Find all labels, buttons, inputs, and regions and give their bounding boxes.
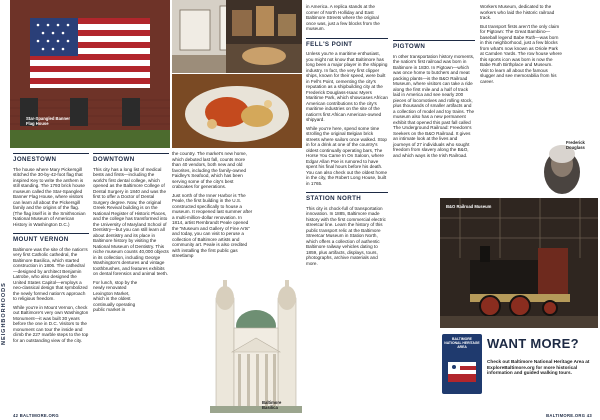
downtown-para-1: This city has a long list of medical bests and firsts—including the world's first dental college, which opened as the Baltimore College of Dental Surgery in 1840 and was the first to offer a Doctor of Dental Surgery degree. Now, the original Greek Revival building is on the National Register of Historic Places, and the college has transformed into the University of Maryland School of Dentistry—but you can still learn all about dentistry and its place in Baltimore history by visiting the National Museum of Dentistry. This niche museum counts 40,000 objects in its collection, including George Washington's dentures and vintage toothbrushes, and features exhibits on dental forensics and animal teeth.: [93, 166, 169, 276]
station-north-title: STATION NORTH: [306, 192, 388, 202]
col6-para-2: But transport firsts aren't the only claim for Pigtown: The Great Bambino—baseball legend Babe Ruth—was born in this neighborhood, just a few blocks from what's now known as Oriole Park at Camden Yards. The row house where this sports icon was born is now the Babe Ruth Birthplace and Museum. Visit to learn all about the famous slugger and see memorabilia from his career.: [480, 23, 562, 84]
crab-plate-illustration: [172, 74, 302, 148]
fells-point-para-2: While you're here, spend some time strolling the original Belgian brick streets where sailors once walked. Stop in for a drink at one of the country's oldest continually operating bars, The Horse You Came In On Saloon, where Edgar Allan Poe is rumored to have spent his final hours before his death. You can also check out the oldest home in the city, the Robert Long House, built in 1765.: [306, 125, 388, 186]
basilica-caption: Baltimore Basilica: [262, 400, 282, 410]
badge-text: BALTIMORE NATIONAL HERITAGE AREA: [444, 337, 480, 349]
mount-vernon-para-2: While you're in Mount Vernon, check out Baltimore's very own Washington Monument—it was built 30 years before the one in D.C. Visitors to the monument can tour the inside and climb the 227 marble steps to the top for an outstanding view of the city.: [13, 304, 89, 343]
footer-right: BALTIMORE.ORG 43: [546, 413, 592, 418]
artifacts-illustration: [226, 0, 302, 73]
bo-railroad-caption: B&O Railroad Museum: [446, 204, 492, 209]
downtown-title: DOWNTOWN: [93, 153, 169, 163]
mount-vernon-title: MOUNT VERNON: [13, 233, 89, 243]
jonestown-title: JONESTOWN: [13, 153, 89, 163]
side-tab-label: NEIGHBORHOODS: [1, 282, 7, 345]
basilica-photo: [210, 268, 302, 413]
footer-left: 42 BALTIMORE.ORG: [13, 413, 59, 418]
column-jonestown: [13, 151, 89, 346]
column-3: [172, 151, 254, 262]
frederick-douglass-caption: Frederick Douglass: [566, 140, 585, 150]
column-fells-point: [306, 4, 388, 269]
want-more-title: WANT MORE?: [487, 336, 579, 351]
pigtown-title: PIGTOWN: [393, 40, 475, 50]
jonestown-para: The house where Mary Pickersgill stitched the 30-by-42-foot flag that inspired Key to write the anthem is still standing. The 1793 brick house museum called the Star-Spangled Banner Flag House, where visitors can learn all about the Pickersgill family and the origins of the flag. (The flag itself is in the Smithsonian National Museum of American History in Washington D.C.): [13, 166, 86, 227]
column-pigtown: [393, 38, 475, 161]
seafood-photo: [172, 74, 302, 148]
flag-house-caption: Star-Spangled Banner Flag House: [26, 116, 70, 126]
heritage-area-badge: [442, 334, 482, 394]
col3-para-2: Just north of the Inner Harbor is The Peale, the first building in the U.S. constructed specifically to house a museum. It reopened last summer after a multi-million-dollar renovation. In 1814, artist Rembrandt Peale opened the "Museum and Gallery of Fine Arts" and today, you can visit to peruse a collection of Baltimore artists and community art. Peale is also credited with installing the first public gas streetlamp: [172, 192, 253, 258]
want-more-box: [440, 332, 598, 407]
museum-artifacts-photo: [226, 0, 302, 73]
column-6: [480, 4, 562, 87]
locomotive-illustration: [440, 198, 598, 328]
downtown-para-2: For lunch, stop by the newly renovated Lexington Market, which is the oldest continually operating public market in: [93, 279, 138, 312]
bo-railroad-photo: [440, 198, 598, 328]
column-downtown: [93, 151, 169, 316]
col6-para-1: Workers Museum, dedicated to the workers who laid the historic railroad track.: [480, 4, 555, 20]
heritage-logo-icon: [442, 358, 482, 394]
col3-para-1: the country. The market's new home, which debuted last fall, counts more than 40 vendors, both new and old favorites, including the family-owned Faidley's Seafood, which has been serving some of the city's best crabcakes for generations.: [172, 151, 248, 189]
basilica-illustration: [210, 268, 302, 413]
col4-intro: in America. A replica stands at the corner of North Holliday and East Baltimore Streets where the original once was, just a few blocks from the museum.: [306, 4, 380, 31]
pigtown-para: In other transportation history moments, the nation's first railroad was born in Baltimore in 1830. In Pigtown—which was once home to butchers and meat packing plants—is the B&O Railroad Museum, where visitors can take a ride along the first mile and a half of track laid in America and see nearly 200 pieces of locomotives and rolling stock, plus thousands of smaller artifacts and a collection of model and toy trains. The museum also has a new permanent exhibit that opened this past fall called The Underground Railroad: Freedom's Seekers on the B&O Railroad. It gives an intimate look at the lives and journeys of 27 individuals who sought freedom from slavery along the B&O, and which ways is the Irish Railroad.: [393, 53, 475, 158]
station-north-para: This city is chock-full of transportation innovation. In 1885, Baltimore made history with the first commercial electric streetcar line. Learn the history of this public transport relic at the Baltimore Streetcar Museum in Station North, which offers a collection of authentic Baltimore railway vehicles dating to 1859, plus artifacts, displays, tours, photographs, archive materials and more.: [306, 205, 386, 266]
want-more-text: Check out Baltimore National Heritage Area at ExploreBaltimore.org for more historical information and guided walking tours.: [487, 359, 590, 376]
mount-vernon-para-1: Baltimore was the site of the nation's very first Catholic cathedral, the Baltimore Basilica, which started construction in 1806. The cathedral—designed by architect Benjamin Latrobe, who also designed the United States Capitol—employs a neo-classical design that symbolized the newly formed nation's approach to religious freedom.: [13, 246, 88, 301]
fells-point-title: FELL'S POINT: [306, 38, 388, 48]
neighborhoods-side-tab: [0, 170, 10, 415]
fells-point-para-1: Unless you're a maritime enthusiast, you might not know that Baltimore has long been a major player in the shipping industry. In fact, the very first clipper ships, known for their speed, were built in Fell's Point, cementing the city's reputation as a shipbuilding city at the Frederick Douglass-Isaac Myers Maritime Park, which showcases African American contributions to the city's maritime industries on the site of the nation's first African American-owned shipyard.: [306, 51, 388, 122]
